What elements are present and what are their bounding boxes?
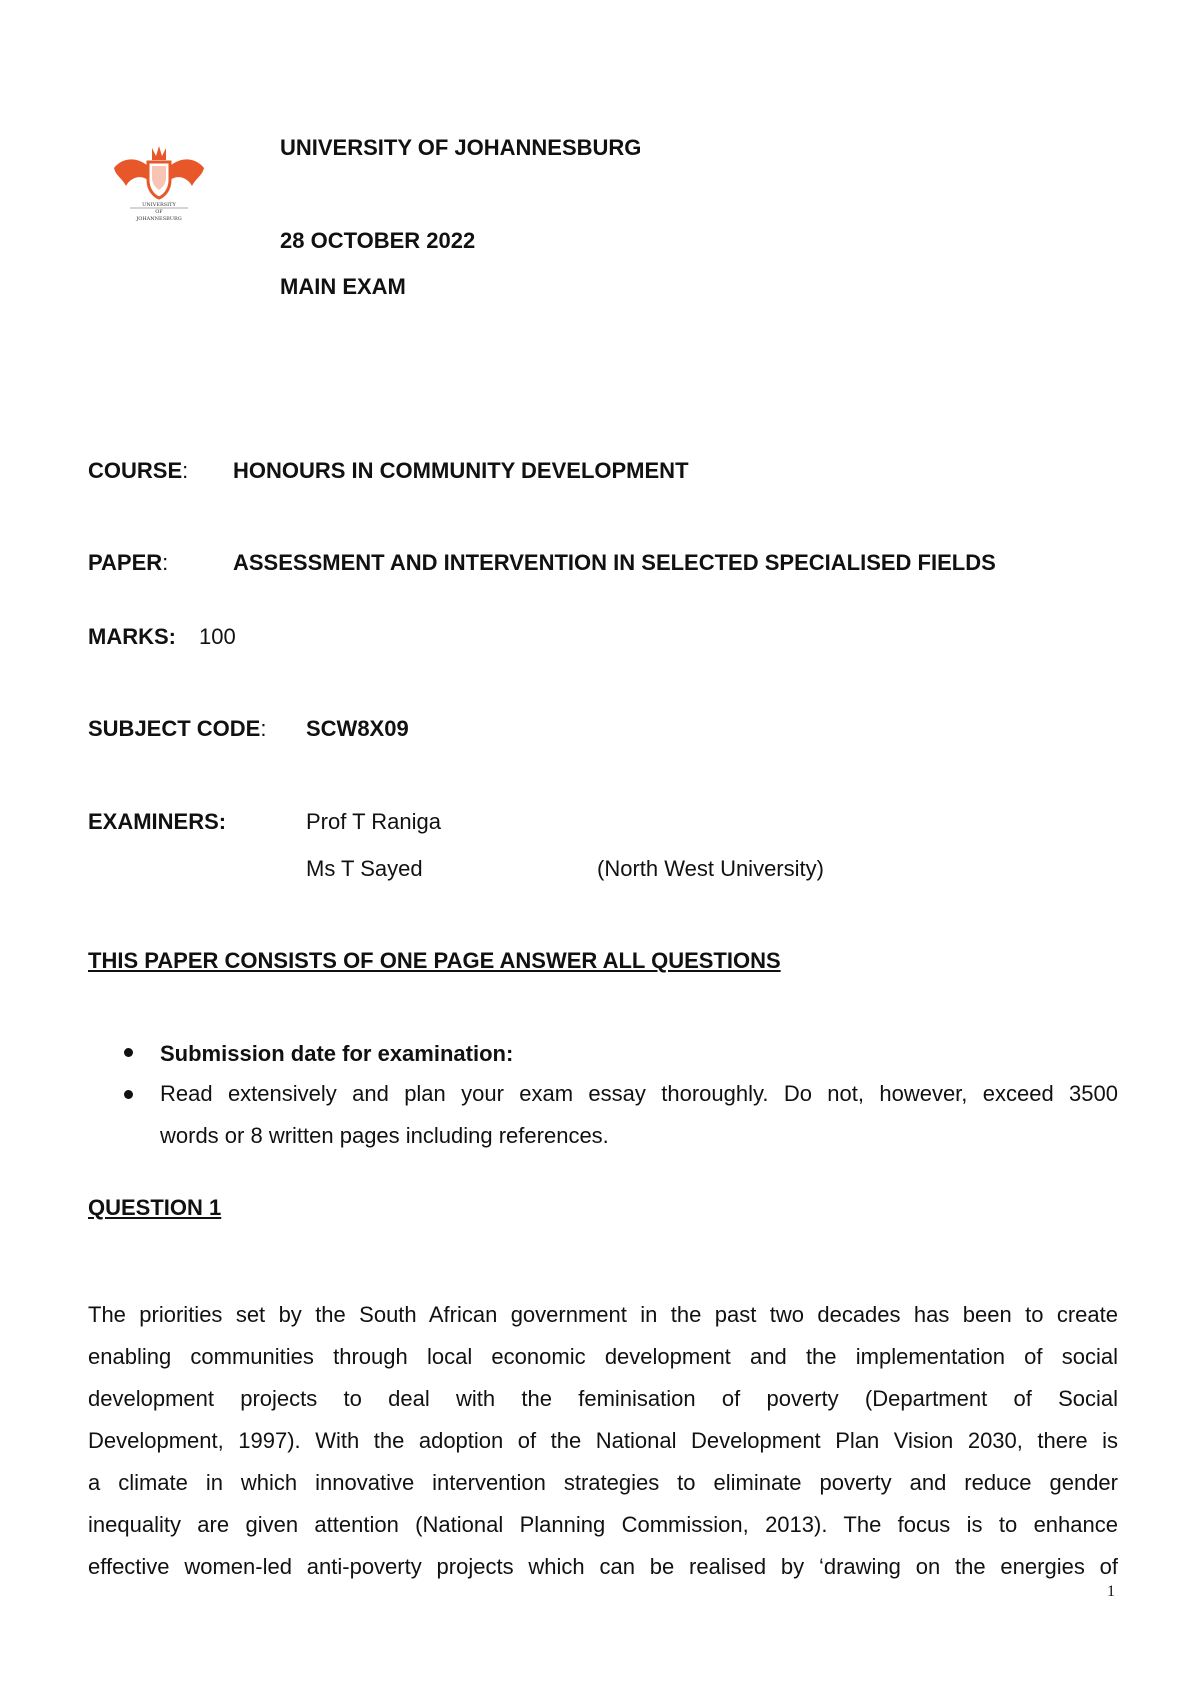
- university-logo: [104, 140, 214, 235]
- question-line: effective women-led anti-poverty projects which can be realised by ‘drawing on the energies of: [88, 1554, 1118, 1579]
- examiner-2: Ms T Sayed: [306, 856, 423, 881]
- question-line: The priorities set by the South African government in the past two decades has been to create: [88, 1302, 1118, 1327]
- question-line: development projects to deal with the feminisation of poverty (Department of Social: [88, 1386, 1118, 1411]
- question-title: QUESTION 1: [88, 1195, 222, 1220]
- paper-label: PAPER:: [88, 550, 169, 575]
- logo-left-wing: [114, 159, 148, 186]
- exam-type: MAIN EXAM: [280, 274, 406, 299]
- bullet-icon: [124, 1048, 133, 1057]
- paper-notice: THIS PAPER CONSISTS OF ONE PAGE ANSWER ALL QUESTIONS: [88, 948, 781, 973]
- university-name: UNIVERSITY OF JOHANNESBURG: [280, 135, 642, 160]
- question-line: a climate in which innovative intervention strategies to eliminate poverty and reduce gender: [88, 1470, 1118, 1495]
- paper-value: ASSESSMENT AND INTERVENTION IN SELECTED SPECIALISED FIELDS: [233, 550, 996, 575]
- question-line: inequality are given attention (National Planning Commission, 2013). The focus is to enhance: [88, 1512, 1118, 1537]
- examiner-2-affiliation: (North West University): [597, 856, 824, 881]
- bullet-icon: [124, 1090, 133, 1099]
- question-line: enabling communities through local economic development and the implementation of social: [88, 1344, 1118, 1369]
- svg-text:UNIVERSITY: UNIVERSITY: [142, 202, 176, 208]
- logo-flame: [152, 146, 166, 160]
- subject-code-label: SUBJECT CODE:: [88, 716, 267, 741]
- course-value: HONOURS IN COMMUNITY DEVELOPMENT: [233, 458, 689, 483]
- examiners-label: EXAMINERS:: [88, 809, 227, 834]
- submission-date-bullet: Submission date for examination:: [160, 1041, 514, 1066]
- svg-text:OF: OF: [155, 209, 163, 215]
- instructions-bullet: Read extensively and plan your exam essay thoroughly. Do not, however, exceed 3500 words or 8 written pages including references.: [160, 1081, 1118, 1148]
- question-body: [88, 1294, 1118, 1588]
- course-label: COURSE:: [88, 458, 189, 483]
- logo-right-wing: [170, 159, 204, 186]
- svg-text:JOHANNESBURG: JOHANNESBURG: [136, 216, 182, 222]
- exam-date: 28 OCTOBER 2022: [280, 228, 476, 253]
- question-line: Development, 1997). With the adoption of the National Development Plan Vision 2030, there is: [88, 1428, 1118, 1453]
- examiner-1: Prof T Raniga: [306, 809, 441, 834]
- marks-label: MARKS:: [88, 624, 176, 649]
- page-number: 1: [1107, 1583, 1115, 1600]
- marks-value: 100: [199, 624, 236, 649]
- subject-code-value: SCW8X09: [306, 716, 409, 741]
